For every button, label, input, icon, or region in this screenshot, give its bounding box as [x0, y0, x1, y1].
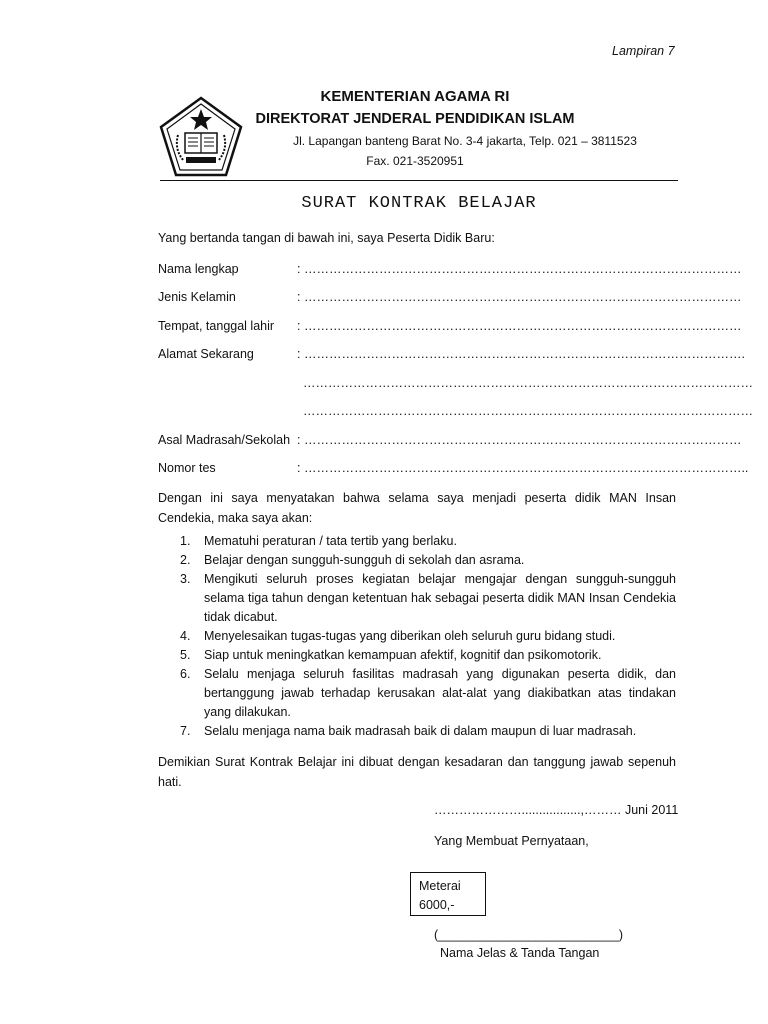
field-value-address: : …………………………………………………………………………………………….	[297, 347, 745, 361]
field-label-gender: Jenis Kelamin	[158, 290, 236, 304]
date-line: ………………….................,……… Juni 2011	[434, 803, 679, 817]
field-label-test-number: Nomor tes	[158, 461, 216, 475]
list-number: 4.	[180, 629, 191, 643]
list-number: 6.	[180, 667, 191, 681]
list-number: 5.	[180, 648, 191, 662]
field-label-birth: Tempat, tanggal lahir	[158, 319, 275, 333]
list-text: Belajar dengan sungguh-sungguh di sekolah dan asrama.	[204, 553, 525, 567]
list-text: Siap untuk meningkatkan kemampuan afektif, kognitif dan psikomotorik.	[204, 648, 602, 662]
field-value-gender: : ……………………………………………………………………………………………	[297, 290, 742, 304]
field-value-school: : ……………………………………………………………………………………………	[297, 433, 742, 447]
list-number: 3.	[180, 572, 191, 586]
field-label-address: Alamat Sekarang	[158, 347, 254, 361]
list-item	[158, 570, 676, 627]
attachment-label: Lampiran 7	[612, 44, 675, 58]
list-item	[158, 665, 676, 722]
field-label-name: Nama lengkap	[158, 262, 239, 276]
intro-text: Yang bertanda tangan di bawah ini, saya Peserta Didik Baru:	[158, 231, 495, 245]
list-text: Menyelesaikan tugas-tugas yang diberikan oleh seluruh guru bidang studi.	[204, 629, 616, 643]
address-line: Jl. Lapangan banteng Barat No. 3-4 jakarta, Telp. 021 – 3811523	[293, 134, 637, 148]
list-text: Selalu menjaga seluruh fasilitas madrasah yang digunakan peserta didik, dan bertanggung jawab terhadap kerusakan alat-alat yang diakibatkan atas tindakan yang dilakukan.	[204, 667, 676, 719]
list-item	[158, 646, 676, 665]
list-text: Mematuhi peraturan / tata tertib yang berlaku.	[204, 534, 457, 548]
field-value-test-number: : ……………………………………………………………………………………………..	[297, 461, 749, 475]
stamp-box	[410, 872, 486, 916]
field-value-address-line2: ………………………………………………………………………………………………	[303, 376, 753, 390]
document-title: SURAT KONTRAK BELAJAR	[301, 194, 537, 213]
maker-label: Yang Membuat Pernyataan,	[434, 834, 589, 848]
fax-line: Fax. 021-3520951	[366, 154, 464, 168]
list-item	[158, 627, 676, 646]
kementerian-agama-emblem-icon	[158, 95, 244, 181]
commitment-list	[158, 532, 676, 741]
list-item	[158, 551, 676, 570]
signature-caption: Nama Jelas & Tanda Tangan	[440, 946, 600, 960]
ministry-name: KEMENTERIAN AGAMA RI	[320, 88, 510, 105]
field-value-birth: : ……………………………………………………………………………………………	[297, 319, 742, 333]
stamp-value: 6000,-	[419, 898, 455, 912]
closing-paragraph: Demikian Surat Kontrak Belajar ini dibuat dengan kesadaran dan tanggung jawab sepenuh hati.	[158, 755, 676, 789]
field-value-address-line3: ………………………………………………………………………………………………	[303, 404, 753, 418]
list-text: Selalu menjaga nama baik madrasah baik di dalam maupun di luar madrasah.	[204, 724, 637, 738]
header-divider	[160, 180, 678, 181]
stamp-label: Meterai	[419, 879, 461, 893]
list-number: 2.	[180, 553, 191, 567]
list-item	[158, 722, 676, 741]
list-item	[158, 532, 676, 551]
statement-paragraph: Dengan ini saya menyatakan bahwa selama saya menjadi peserta didik MAN Insan Cendekia, maka saya akan:	[158, 491, 676, 525]
directorate-name: DIREKTORAT JENDERAL PENDIDIKAN ISLAM	[255, 111, 575, 127]
list-number: 7.	[180, 724, 191, 738]
signature-line: (__________________________)	[434, 928, 624, 942]
field-label-school: Asal Madrasah/Sekolah	[158, 433, 291, 447]
list-number: 1.	[180, 534, 191, 548]
field-value-name: : ……………………………………………………………………………………………	[297, 262, 742, 276]
list-text: Mengikuti seluruh proses kegiatan belajar mengajar dengan sungguh-sungguh selama tiga tahun dengan ketentuan hak sebagai peserta didik MAN Insan Cendekia tidak dicabut.	[204, 572, 676, 624]
